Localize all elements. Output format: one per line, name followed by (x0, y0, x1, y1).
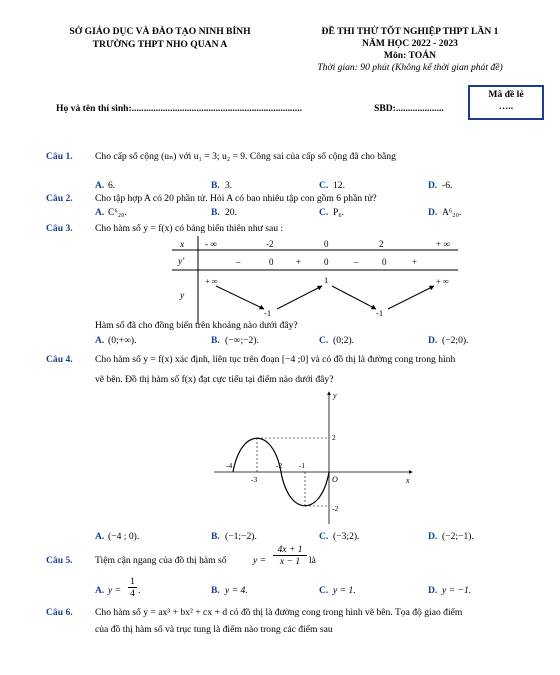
question-3-number: Câu 3. (46, 223, 73, 234)
header-dept: SỞ GIÁO DỤC VÀ ĐÀO TẠO NINH BÌNH (69, 26, 251, 37)
table-y-value: 1 (324, 275, 329, 285)
arrow-up (388, 286, 434, 309)
graph-x-tick: -2 (276, 461, 283, 470)
option-d-label[interactable]: D. (428, 335, 438, 346)
table-y-value: -1 (376, 308, 384, 318)
option-a-text: 6. (108, 180, 116, 191)
graph-y-tick: 2 (332, 433, 336, 442)
table-sign: + (412, 257, 418, 267)
arrow-down (216, 286, 264, 309)
exam-title: ĐỀ THI THỬ TỐT NGHIỆP THPT LẦN 1 (321, 26, 499, 37)
graph-x-label: x (406, 476, 410, 485)
option-a-text: (−4 ; 0). (108, 531, 140, 542)
table-x-value: + ∞ (436, 239, 450, 249)
function-graph (214, 390, 414, 526)
option-b-label[interactable]: B. (211, 531, 220, 542)
option-d-text: (−2;0). (442, 335, 469, 346)
table-x-value: -2 (266, 239, 274, 249)
table-yprime-label: y' (178, 256, 185, 267)
option-d-label[interactable]: D. (428, 585, 438, 596)
option-c-label[interactable]: C. (319, 207, 329, 218)
option-c-label[interactable]: C. (319, 531, 329, 542)
option-b-text: y = 4. (225, 585, 248, 596)
option-b-text: (−∞;−2). (225, 335, 259, 346)
question-3-prompt: Hàm số đã cho đồng biến trên khoảng nào dưới đây? (95, 320, 298, 331)
option-d-text: -6. (442, 180, 453, 191)
option-a-label[interactable]: A. (95, 585, 105, 596)
option-a-text: C⁶₂₀. (108, 207, 127, 218)
table-x-label: x (180, 239, 185, 250)
option-a-label[interactable]: A. (95, 207, 105, 218)
table-x-value: 0 (324, 239, 329, 249)
exam-year: NĂM HỌC 2022 - 2023 (362, 38, 458, 49)
table-x-value: - ∞ (205, 239, 217, 249)
question-3-text: Cho hàm số y = f(x) có bảng biến thiên như sau : (95, 223, 284, 234)
table-y-value: + ∞ (436, 276, 449, 286)
option-d-text: (−2;−1). (442, 531, 474, 542)
option-b-label[interactable]: B. (211, 585, 220, 596)
option-c-text: (−3;2). (333, 531, 360, 542)
table-y-value: + ∞ (205, 276, 218, 286)
question-5-number: Câu 5. (46, 555, 73, 566)
fraction-denominator: 4 (130, 588, 135, 599)
option-d-label[interactable]: D. (428, 531, 438, 542)
question-5-text-after: là (309, 555, 316, 566)
option-d-label[interactable]: D. (428, 180, 438, 191)
arrow-down (332, 286, 376, 309)
option-a-label[interactable]: A. (95, 335, 105, 346)
option-a-label[interactable]: A. (95, 180, 105, 191)
arrow-up (277, 286, 322, 309)
option-c-label[interactable]: C. (319, 335, 329, 346)
option-c-text: P₆. (333, 207, 345, 218)
fraction-denominator: x − 1 (279, 556, 301, 567)
option-d-text: A⁶₂₀. (442, 207, 462, 218)
option-c-text: (0;2). (333, 335, 355, 346)
option-c-label[interactable]: C. (319, 585, 329, 596)
option-d-text: y = −1. (442, 585, 472, 596)
question-6-number: Câu 6. (46, 607, 73, 618)
exam-code-label: Mã đề lẻ (488, 89, 524, 100)
option-c-label[interactable]: C. (319, 180, 329, 191)
exam-time: Thời gian: 90 phút (Không kể thời gian phát đề) (317, 62, 503, 73)
exam-code-value: ….. (498, 101, 514, 112)
question-5-fraction (273, 544, 307, 567)
student-name-field[interactable]: Họ và tên thí sinh:....................................................................... (56, 103, 302, 114)
option-a-text: (0;+∞). (108, 335, 137, 346)
question-4-number: Câu 4. (46, 354, 73, 365)
table-sign: – (236, 257, 241, 267)
option-b-text: 3. (225, 180, 233, 191)
question-1-number: Câu 1. (46, 151, 73, 162)
question-4-text-2: vẽ bên. Đồ thị hàm số f(x) đạt cực tiểu tại điểm nào dưới đây? (95, 374, 334, 385)
graph-origin-label: O (332, 475, 338, 484)
fraction-numerator: 1 (128, 576, 137, 588)
variation-table (172, 236, 458, 324)
graph-y-tick: -2 (332, 504, 339, 513)
option-b-text: 20. (225, 207, 237, 218)
question-6-text: Cho hàm số y = ax³ + bx² + cx + d có đồ thị là đường cong trong hình vẽ bên. Tọa độ giao điểm (95, 607, 463, 618)
table-zero: 0 (269, 257, 274, 267)
option-b-label[interactable]: B. (211, 335, 220, 346)
table-sign: – (354, 257, 359, 267)
fraction-numerator: 4x + 1 (273, 544, 307, 556)
table-y-label: y (180, 290, 185, 301)
option-a-suffix: . (138, 585, 141, 596)
table-zero: 0 (382, 257, 387, 267)
question-5-text: Tiệm cận ngang của đồ thị hàm số (95, 555, 227, 566)
graph-y-label: y (333, 391, 337, 400)
question-4-text: Cho hàm số y = f(x) xác định, liên tục trên đoạn [−4 ;0] và có đồ thị là đường cong trong hình (95, 354, 456, 365)
exam-code-box (468, 85, 544, 120)
option-c-text: 12. (333, 180, 345, 191)
option-c-text: y = 1. (333, 585, 356, 596)
question-1-text: Cho cấp số cộng (uₙ) với u₁ = 3; u₂ = 9. Công sai của cấp số cộng đã cho bằng (95, 151, 396, 162)
option-a-prefix: y = (108, 585, 122, 596)
question-5-func-lhs: y = (253, 555, 267, 566)
option-b-label[interactable]: B. (211, 180, 220, 191)
sbd-field[interactable]: SBD:.................... (374, 103, 444, 114)
exam-subject: Môn: TOÁN (383, 50, 437, 61)
graph-x-tick: -3 (251, 475, 258, 484)
graph-x-tick: -1 (299, 461, 306, 470)
question-6-text-2: của đồ thị hàm số và trục tung là điểm nào trong các điểm sau (95, 624, 333, 635)
option-b-text: (−1;−2). (225, 531, 257, 542)
option-a-label[interactable]: A. (95, 531, 105, 542)
table-sign: + (296, 257, 302, 267)
option-a-fraction (128, 576, 137, 599)
option-b-label[interactable]: B. (211, 207, 220, 218)
question-2-text: Cho tập hợp A có 20 phần tử. Hỏi A có bao nhiêu tập con gồm 6 phần tử? (95, 193, 377, 204)
table-x-value: 2 (379, 239, 384, 249)
header-school: TRƯỜNG THPT NHO QUAN A (92, 39, 228, 50)
table-zero: 0 (324, 257, 329, 267)
question-2-number: Câu 2. (46, 193, 73, 204)
option-d-label[interactable]: D. (428, 207, 438, 218)
graph-x-tick: -4 (226, 461, 233, 470)
table-y-value: -1 (264, 308, 272, 318)
